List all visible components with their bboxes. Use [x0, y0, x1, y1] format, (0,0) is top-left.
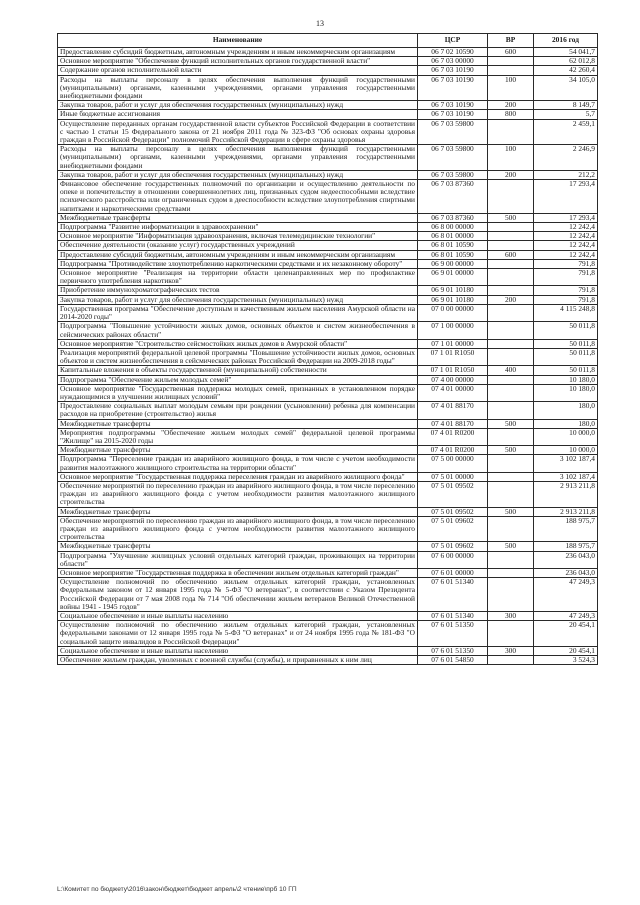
row-vr-cell: 200 — [488, 170, 534, 179]
row-vr-cell — [488, 402, 534, 419]
row-name-cell: Содержание органов исполнительной власти — [58, 66, 418, 75]
table-row — [58, 110, 598, 119]
row-amount-cell: 236 043,0 — [534, 551, 598, 568]
row-csr-cell: 06 7 03 87360 — [418, 180, 488, 214]
row-amount-cell: 42 260,4 — [534, 66, 598, 75]
row-name-cell: Межбюджетные трансферты — [58, 446, 418, 455]
row-amount-cell: 188 975,7 — [534, 542, 598, 551]
row-vr-cell — [488, 621, 534, 647]
row-csr-cell: 07 5 00 00000 — [418, 455, 488, 472]
row-vr-cell: 800 — [488, 110, 534, 119]
row-name-cell: Приобретение иммунохроматографических тестов — [58, 286, 418, 295]
row-name-cell: Подпрограмма "Обеспечение жильем молодых семей" — [58, 375, 418, 384]
row-vr-cell: 400 — [488, 366, 534, 375]
row-vr-cell — [488, 348, 534, 365]
row-name-cell: Реализация мероприятий федеральной целевой программы "Повышение устойчивости жилых домов, основных объектов и систем жизнеобеспечения в сейсмических районах Российской Федерации на 2009-2018 годы" — [58, 348, 418, 365]
row-vr-cell — [488, 339, 534, 348]
row-amount-cell: 12 242,4 — [534, 250, 598, 259]
row-csr-cell: 06 7 03 87360 — [418, 213, 488, 222]
row-amount-cell: 8 149,7 — [534, 101, 598, 110]
table-row — [58, 145, 598, 171]
row-amount-cell: 50 011,8 — [534, 348, 598, 365]
row-csr-cell: 06 8 01 10590 — [418, 250, 488, 259]
table-row — [58, 348, 598, 365]
row-name-cell: Иные бюджетные ассигнования — [58, 110, 418, 119]
row-amount-cell: 212,2 — [534, 170, 598, 179]
budget-table — [57, 33, 598, 665]
row-vr-cell — [488, 578, 534, 612]
row-name-cell: Предоставление субсидий бюджетным, автономным учреждениям и иным некоммерческим организациям — [58, 48, 418, 57]
row-csr-cell: 07 6 01 51340 — [418, 612, 488, 621]
row-amount-cell: 2 913 211,8 — [534, 481, 598, 507]
row-vr-cell — [488, 656, 534, 665]
row-amount-cell: 17 293,4 — [534, 213, 598, 222]
row-vr-cell — [488, 66, 534, 75]
row-vr-cell — [488, 223, 534, 232]
row-amount-cell: 17 293,4 — [534, 180, 598, 214]
row-name-cell: Расходы на выплаты персоналу в целях обеспечения выполнения функций государственными (муниципальными) органами, казенными учреждениями, органами управления государственными внебюджетными фондами — [58, 75, 418, 101]
row-amount-cell: 791,8 — [534, 259, 598, 268]
row-vr-cell: 500 — [488, 419, 534, 428]
row-name-cell: Основное мероприятие "Строительство сейсмостойких жилых домов в Амурской области" — [58, 339, 418, 348]
row-name-cell: Подпрограмма "Улучшение жилищных условий отдельных категорий граждан, проживающих на территории области" — [58, 551, 418, 568]
row-vr-cell: 500 — [488, 446, 534, 455]
table-row — [58, 621, 598, 647]
row-csr-cell: 06 8 00 00000 — [418, 223, 488, 232]
row-vr-cell — [488, 322, 534, 339]
row-amount-cell: 2 459,1 — [534, 119, 598, 145]
row-vr-cell: 500 — [488, 542, 534, 551]
table-row — [58, 551, 598, 568]
row-csr-cell: 07 1 01 R1050 — [418, 366, 488, 375]
row-csr-cell: 06 7 03 10190 — [418, 110, 488, 119]
row-name-cell: Основное мероприятие "Государственная поддержка в обеспечении жильем отдельных категорий граждан" — [58, 568, 418, 577]
row-csr-cell: 07 5 01 09502 — [418, 481, 488, 507]
row-name-cell: Основное мероприятие "Государственная поддержка переселения граждан из аварийного жилищного фонда" — [58, 472, 418, 481]
table-row — [58, 339, 598, 348]
row-name-cell: Государственная программа "Обеспечение доступным и качественным жильем населения Амурской области на 2014-2020 годы" — [58, 304, 418, 321]
table-row — [58, 101, 598, 110]
row-csr-cell: 07 5 01 00000 — [418, 472, 488, 481]
row-amount-cell: 4 115 248,8 — [534, 304, 598, 321]
row-name-cell: Основное мероприятие "Государственная поддержка молодых семей, признанных в установленном порядке нуждающимися в улучшении жилищных условий" — [58, 384, 418, 401]
row-vr-cell — [488, 269, 534, 286]
table-row — [58, 366, 598, 375]
row-name-cell: Обеспечение жильем граждан, уволенных с военной службы (службы), и приравненных к ним лиц — [58, 656, 418, 665]
row-amount-cell: 20 454,1 — [534, 621, 598, 647]
row-csr-cell: 07 1 01 R1050 — [418, 348, 488, 365]
table-row — [58, 402, 598, 419]
row-amount-cell: 12 242,4 — [534, 223, 598, 232]
row-amount-cell: 12 242,4 — [534, 241, 598, 250]
row-name-cell: Основное мероприятие "Обеспечение функций исполнительных органов государственной власти" — [58, 57, 418, 66]
row-vr-cell: 500 — [488, 213, 534, 222]
row-csr-cell: 06 7 03 59800 — [418, 170, 488, 179]
row-name-cell: Социальное обеспечение и иные выплаты населению — [58, 646, 418, 655]
table-row — [58, 66, 598, 75]
row-name-cell: Межбюджетные трансферты — [58, 542, 418, 551]
row-vr-cell — [488, 455, 534, 472]
row-amount-cell: 2 913 211,8 — [534, 507, 598, 516]
row-csr-cell: 06 9 01 10180 — [418, 295, 488, 304]
row-amount-cell: 62 012,8 — [534, 57, 598, 66]
row-name-cell: Обеспечение деятельности (оказание услуг) государственных учреждений — [58, 241, 418, 250]
row-amount-cell: 180,0 — [534, 419, 598, 428]
header-vr: ВР — [488, 34, 534, 48]
row-amount-cell: 50 011,8 — [534, 366, 598, 375]
row-csr-cell: 07 4 01 00000 — [418, 384, 488, 401]
row-csr-cell: 07 6 01 00000 — [418, 568, 488, 577]
row-amount-cell: 20 454,1 — [534, 646, 598, 655]
row-name-cell: Предоставление субсидий бюджетным, автономным учреждениям и иным некоммерческим организациям — [58, 250, 418, 259]
row-amount-cell: 10 000,0 — [534, 428, 598, 445]
row-name-cell: Подпрограмма "Повышение устойчивости жилых домов, основных объектов и систем жизнеобеспечения в сейсмических районах области" — [58, 322, 418, 339]
row-csr-cell: 06 7 02 10590 — [418, 48, 488, 57]
table-row — [58, 542, 598, 551]
row-vr-cell — [488, 119, 534, 145]
row-vr-cell: 100 — [488, 75, 534, 101]
table-row — [58, 48, 598, 57]
row-vr-cell: 100 — [488, 145, 534, 171]
row-amount-cell: 10 000,0 — [534, 446, 598, 455]
table-row — [58, 419, 598, 428]
row-csr-cell: 06 7 03 00000 — [418, 57, 488, 66]
row-vr-cell: 200 — [488, 101, 534, 110]
row-vr-cell — [488, 428, 534, 445]
row-vr-cell: 600 — [488, 48, 534, 57]
row-csr-cell: 06 8 01 00000 — [418, 232, 488, 241]
row-name-cell: Социальное обеспечение и иные выплаты населению — [58, 612, 418, 621]
row-name-cell: Обеспечение мероприятий по переселению граждан из аварийного жилищного фонда, в том числе переселению граждан из аварийного жилищного фонда с учетом необходимости развития малоэтажного жилищного строительства — [58, 481, 418, 507]
row-csr-cell: 07 4 01 88170 — [418, 419, 488, 428]
row-csr-cell: 06 7 03 10190 — [418, 101, 488, 110]
row-csr-cell: 07 6 01 54850 — [418, 656, 488, 665]
row-csr-cell: 06 7 03 59800 — [418, 145, 488, 171]
table-row — [58, 578, 598, 612]
row-vr-cell — [488, 57, 534, 66]
row-amount-cell: 50 011,8 — [534, 322, 598, 339]
table-row — [58, 75, 598, 101]
row-amount-cell: 791,8 — [534, 286, 598, 295]
page-number: 13 — [316, 19, 324, 28]
row-vr-cell: 600 — [488, 250, 534, 259]
row-vr-cell: 500 — [488, 507, 534, 516]
table-row — [58, 57, 598, 66]
table-row — [58, 384, 598, 401]
row-name-cell: Расходы на выплаты персоналу в целях обеспечения выполнения функций государственными (муниципальными) органами, казенными учреждениями, органами управления государственными внебюджетными фондами — [58, 145, 418, 171]
table-row — [58, 170, 598, 179]
row-vr-cell — [488, 384, 534, 401]
row-name-cell: Межбюджетные трансферты — [58, 507, 418, 516]
row-amount-cell: 791,8 — [534, 269, 598, 286]
row-csr-cell: 06 7 03 59800 — [418, 119, 488, 145]
header-amount: 2016 год — [534, 34, 598, 48]
row-csr-cell: 07 6 00 00000 — [418, 551, 488, 568]
row-csr-cell: 06 9 01 10180 — [418, 286, 488, 295]
table-row — [58, 455, 598, 472]
row-name-cell: Осуществление полномочий по обеспечению жильем отдельных категорий граждан, установленных Федеральным законом от 12 января 1995 года № 5-ФЗ "О ветеранах", в соответствии с Указом Президента Российской Федерации от 7 мая 2008 года № 714 "Об обеспечении жильем ветеранов Великой Отечественной войны 1941 - 1945 годов" — [58, 578, 418, 612]
table-row — [58, 646, 598, 655]
row-amount-cell: 47 249,3 — [534, 578, 598, 612]
table-row — [58, 428, 598, 445]
row-amount-cell: 5,7 — [534, 110, 598, 119]
table-header-row — [58, 34, 598, 48]
row-amount-cell: 12 242,4 — [534, 232, 598, 241]
table-row — [58, 241, 598, 250]
row-amount-cell: 180,0 — [534, 402, 598, 419]
table-row — [58, 269, 598, 286]
row-name-cell: Закупка товаров, работ и услуг для обеспечения государственных (муниципальных) нужд — [58, 101, 418, 110]
row-amount-cell: 47 249,3 — [534, 612, 598, 621]
row-csr-cell: 06 7 03 10190 — [418, 66, 488, 75]
row-vr-cell — [488, 481, 534, 507]
row-vr-cell — [488, 232, 534, 241]
row-name-cell: Предоставление социальных выплат молодым семьям при рождении (усыновлении) ребенка для компенсации расходов на приобретение (строительство) жилья — [58, 402, 418, 419]
table-row — [58, 232, 598, 241]
row-vr-cell — [488, 568, 534, 577]
row-csr-cell: 07 6 01 51350 — [418, 646, 488, 655]
row-amount-cell: 54 041,7 — [534, 48, 598, 57]
row-csr-cell: 07 4 01 R0200 — [418, 446, 488, 455]
row-name-cell: Подпрограмма "Развитие информатизации в здравоохранении" — [58, 223, 418, 232]
row-vr-cell — [488, 516, 534, 542]
row-name-cell: Капитальные вложения в объекты государственной (муниципальной) собственности — [58, 366, 418, 375]
row-amount-cell: 10 180,0 — [534, 384, 598, 401]
table-row — [58, 472, 598, 481]
row-amount-cell: 10 180,0 — [534, 375, 598, 384]
row-vr-cell — [488, 375, 534, 384]
row-csr-cell: 07 1 00 00000 — [418, 322, 488, 339]
row-vr-cell — [488, 286, 534, 295]
row-csr-cell: 07 5 01 09602 — [418, 542, 488, 551]
row-amount-cell: 34 105,0 — [534, 75, 598, 101]
table-row — [58, 223, 598, 232]
table-row — [58, 612, 598, 621]
row-amount-cell: 188 975,7 — [534, 516, 598, 542]
row-vr-cell — [488, 259, 534, 268]
table-row — [58, 507, 598, 516]
row-csr-cell: 06 7 03 10190 — [418, 75, 488, 101]
header-csr: ЦСР — [418, 34, 488, 48]
row-vr-cell — [488, 472, 534, 481]
row-vr-cell — [488, 180, 534, 214]
row-name-cell: Осуществление полномочий по обеспечению жильем отдельных категорий граждан, установленных федеральными законами от 12 января 1995 года № 5-ФЗ "О ветеранах" и от 24 ноября 1995 года № 181-ФЗ "О социальной защите инвалидов в Российской Федерации" — [58, 621, 418, 647]
row-amount-cell: 3 524,3 — [534, 656, 598, 665]
row-name-cell: Подпрограмма "Противодействие злоупотреблению наркотическими средствами и их незаконному обороту" — [58, 259, 418, 268]
row-amount-cell: 3 102 187,4 — [534, 455, 598, 472]
table-row — [58, 304, 598, 321]
row-csr-cell: 07 5 01 09502 — [418, 507, 488, 516]
row-name-cell: Межбюджетные трансферты — [58, 213, 418, 222]
row-name-cell: Основное мероприятие "Реализация на территории области целенаправленных мер по профилактике первичного употребления наркотиков" — [58, 269, 418, 286]
row-name-cell: Мероприятия подпрограммы "Обеспечение жильем молодых семей" федеральной целевой программы "Жилище" на 2015-2020 годы — [58, 428, 418, 445]
row-amount-cell: 791,8 — [534, 295, 598, 304]
row-name-cell: Основное мероприятие "Информатизация здравоохранения, включая телемедицинские технологии" — [58, 232, 418, 241]
row-vr-cell — [488, 241, 534, 250]
row-vr-cell: 200 — [488, 295, 534, 304]
table-row — [58, 322, 598, 339]
row-csr-cell: 06 8 01 10590 — [418, 241, 488, 250]
header-name: Наименование — [58, 34, 418, 48]
row-csr-cell: 07 4 01 R0200 — [418, 428, 488, 445]
table-row — [58, 286, 598, 295]
row-name-cell: Межбюджетные трансферты — [58, 419, 418, 428]
row-csr-cell: 07 5 01 09602 — [418, 516, 488, 542]
table-row — [58, 656, 598, 665]
table-row — [58, 481, 598, 507]
row-amount-cell: 50 011,8 — [534, 339, 598, 348]
row-csr-cell: 07 6 01 51340 — [418, 578, 488, 612]
table-row — [58, 250, 598, 259]
row-vr-cell — [488, 304, 534, 321]
row-csr-cell: 07 6 01 51350 — [418, 621, 488, 647]
row-vr-cell: 300 — [488, 646, 534, 655]
table-row — [58, 119, 598, 145]
table-row — [58, 516, 598, 542]
row-csr-cell: 06 9 00 00000 — [418, 259, 488, 268]
row-csr-cell: 06 9 01 00000 — [418, 269, 488, 286]
row-name-cell: Закупка товаров, работ и услуг для обеспечения государственных (муниципальных) нужд — [58, 295, 418, 304]
row-vr-cell: 300 — [488, 612, 534, 621]
table-row — [58, 295, 598, 304]
file-path-footer: L:\Комитет по бюджету\2016\закон\бюджет\бюджет апрель\2 чтение\прб 10 ГП — [57, 886, 297, 893]
row-csr-cell: 07 4 01 88170 — [418, 402, 488, 419]
table-row — [58, 259, 598, 268]
table-row — [58, 180, 598, 214]
row-name-cell: Осуществление переданных органам государственной власти субъектов Российской Федерации в соответствии с частью 1 статьи 15 Федерального закона от 21 ноября 2011 года № 323-ФЗ "Об основах охраны здоровья граждан в Российской Федерации" полномочий Российской Федерации в сфере охраны здоровья — [58, 119, 418, 145]
row-amount-cell: 2 246,9 — [534, 145, 598, 171]
row-csr-cell: 07 4 00 00000 — [418, 375, 488, 384]
row-csr-cell: 07 1 01 00000 — [418, 339, 488, 348]
row-amount-cell: 236 043,0 — [534, 568, 598, 577]
table-row — [58, 375, 598, 384]
table-row — [58, 446, 598, 455]
table-row — [58, 568, 598, 577]
row-name-cell: Подпрограмма "Переселение граждан из аварийного жилищного фонда, в том числе с учетом необходимости развития малоэтажного жилищного строительства на территории области" — [58, 455, 418, 472]
row-name-cell: Финансовое обеспечение государственных полномочий по организации и осуществлению деятельности по опеке и попечительству в отношении совершеннолетних лиц, признанных судом недееспособными вследствие психического расстройства или ограниченных судом в дееспособности вследствие злоупотребления спиртными напитками и наркотическими средствами — [58, 180, 418, 214]
row-vr-cell — [488, 551, 534, 568]
row-name-cell: Закупка товаров, работ и услуг для обеспечения государственных (муниципальных) нужд — [58, 170, 418, 179]
row-name-cell: Обеспечение мероприятий по переселению граждан из аварийного жилищного фонда, в том числе переселению граждан из аварийного жилищного фонда с учетом необходимости развития малоэтажного жилищного строительства — [58, 516, 418, 542]
row-csr-cell: 07 0 00 00000 — [418, 304, 488, 321]
table-row — [58, 213, 598, 222]
row-amount-cell: 3 102 187,4 — [534, 472, 598, 481]
